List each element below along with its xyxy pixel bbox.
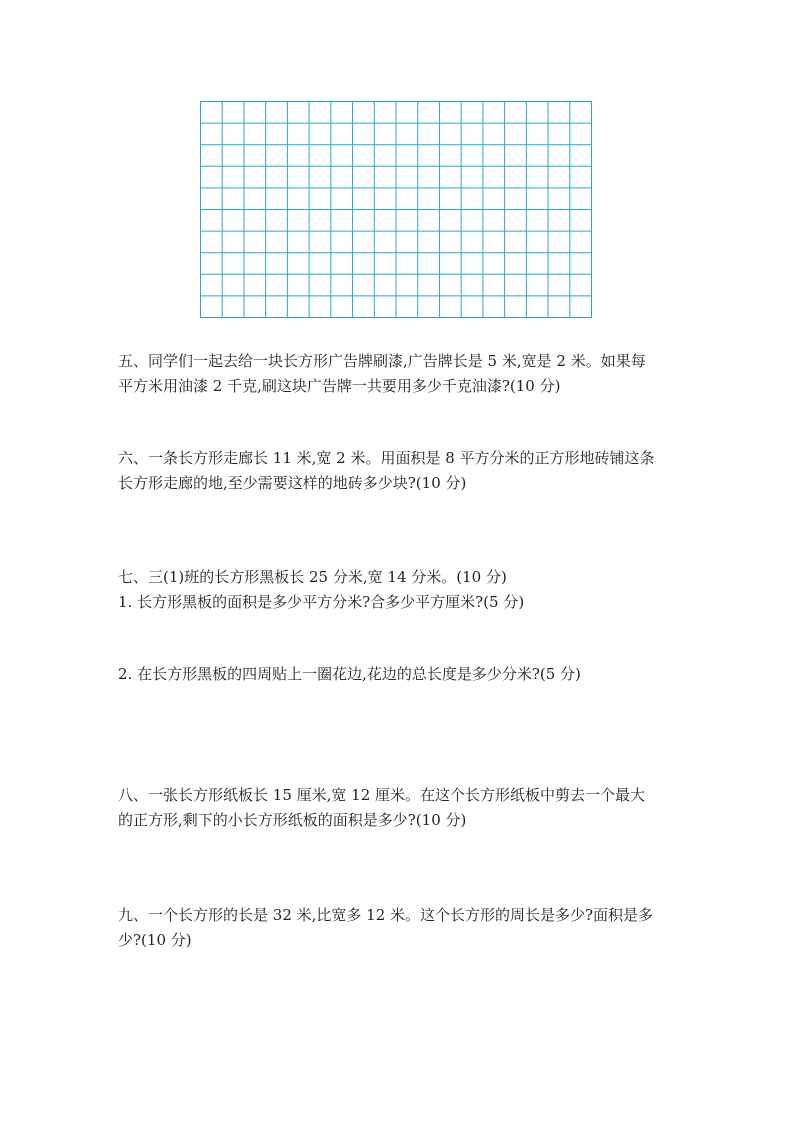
- question-5-line-1: 五、同学们一起去给一块长方形广告牌刷漆,广告牌长是 5 米,宽是 2 米。如果每: [118, 352, 646, 370]
- question-8: [118, 783, 678, 833]
- question-8-line-1: 八、一张长方形纸板长 15 厘米,宽 12 厘米。在这个长方形纸板中剪去一个最大: [118, 786, 646, 804]
- question-9-line-2: 少?(10 分): [118, 931, 192, 949]
- question-6-line-2: 长方形走廊的地,至少需要这样的地砖多少块?(10 分): [118, 474, 467, 492]
- question-9-line-1: 九、一个长方形的长是 32 米,比宽多 12 米。这个长方形的周长是多少?面积是多: [118, 906, 654, 924]
- question-5: [118, 349, 678, 399]
- question-7-title: 七、三(1)班的长方形黑板长 25 分米,宽 14 分米。(10 分): [118, 568, 507, 586]
- square-grid: [200, 101, 592, 318]
- question-6: [118, 446, 678, 496]
- question-7-sub-2: 2. 在长方形黑板的四周贴上一圈花边,花边的总长度是多少分米?(5 分): [118, 665, 581, 683]
- question-7: [118, 565, 678, 615]
- question-9: [118, 903, 678, 953]
- question-7-sub-1: 1. 长方形黑板的面积是多少平方分米?合多少平方厘米?(5 分): [118, 593, 525, 611]
- question-6-line-1: 六、一条长方形走廊长 11 米,宽 2 米。用面积是 8 平方分米的正方形地砖铺这条: [118, 449, 655, 467]
- question-7-part-2: [118, 662, 678, 687]
- grid-lines: [200, 101, 592, 318]
- question-8-line-2: 的正方形,剩下的小长方形纸板的面积是多少?(10 分): [118, 811, 467, 829]
- question-5-line-2: 平方米用油漆 2 千克,刷这块广告牌一共要用多少千克油漆?(10 分): [118, 377, 561, 395]
